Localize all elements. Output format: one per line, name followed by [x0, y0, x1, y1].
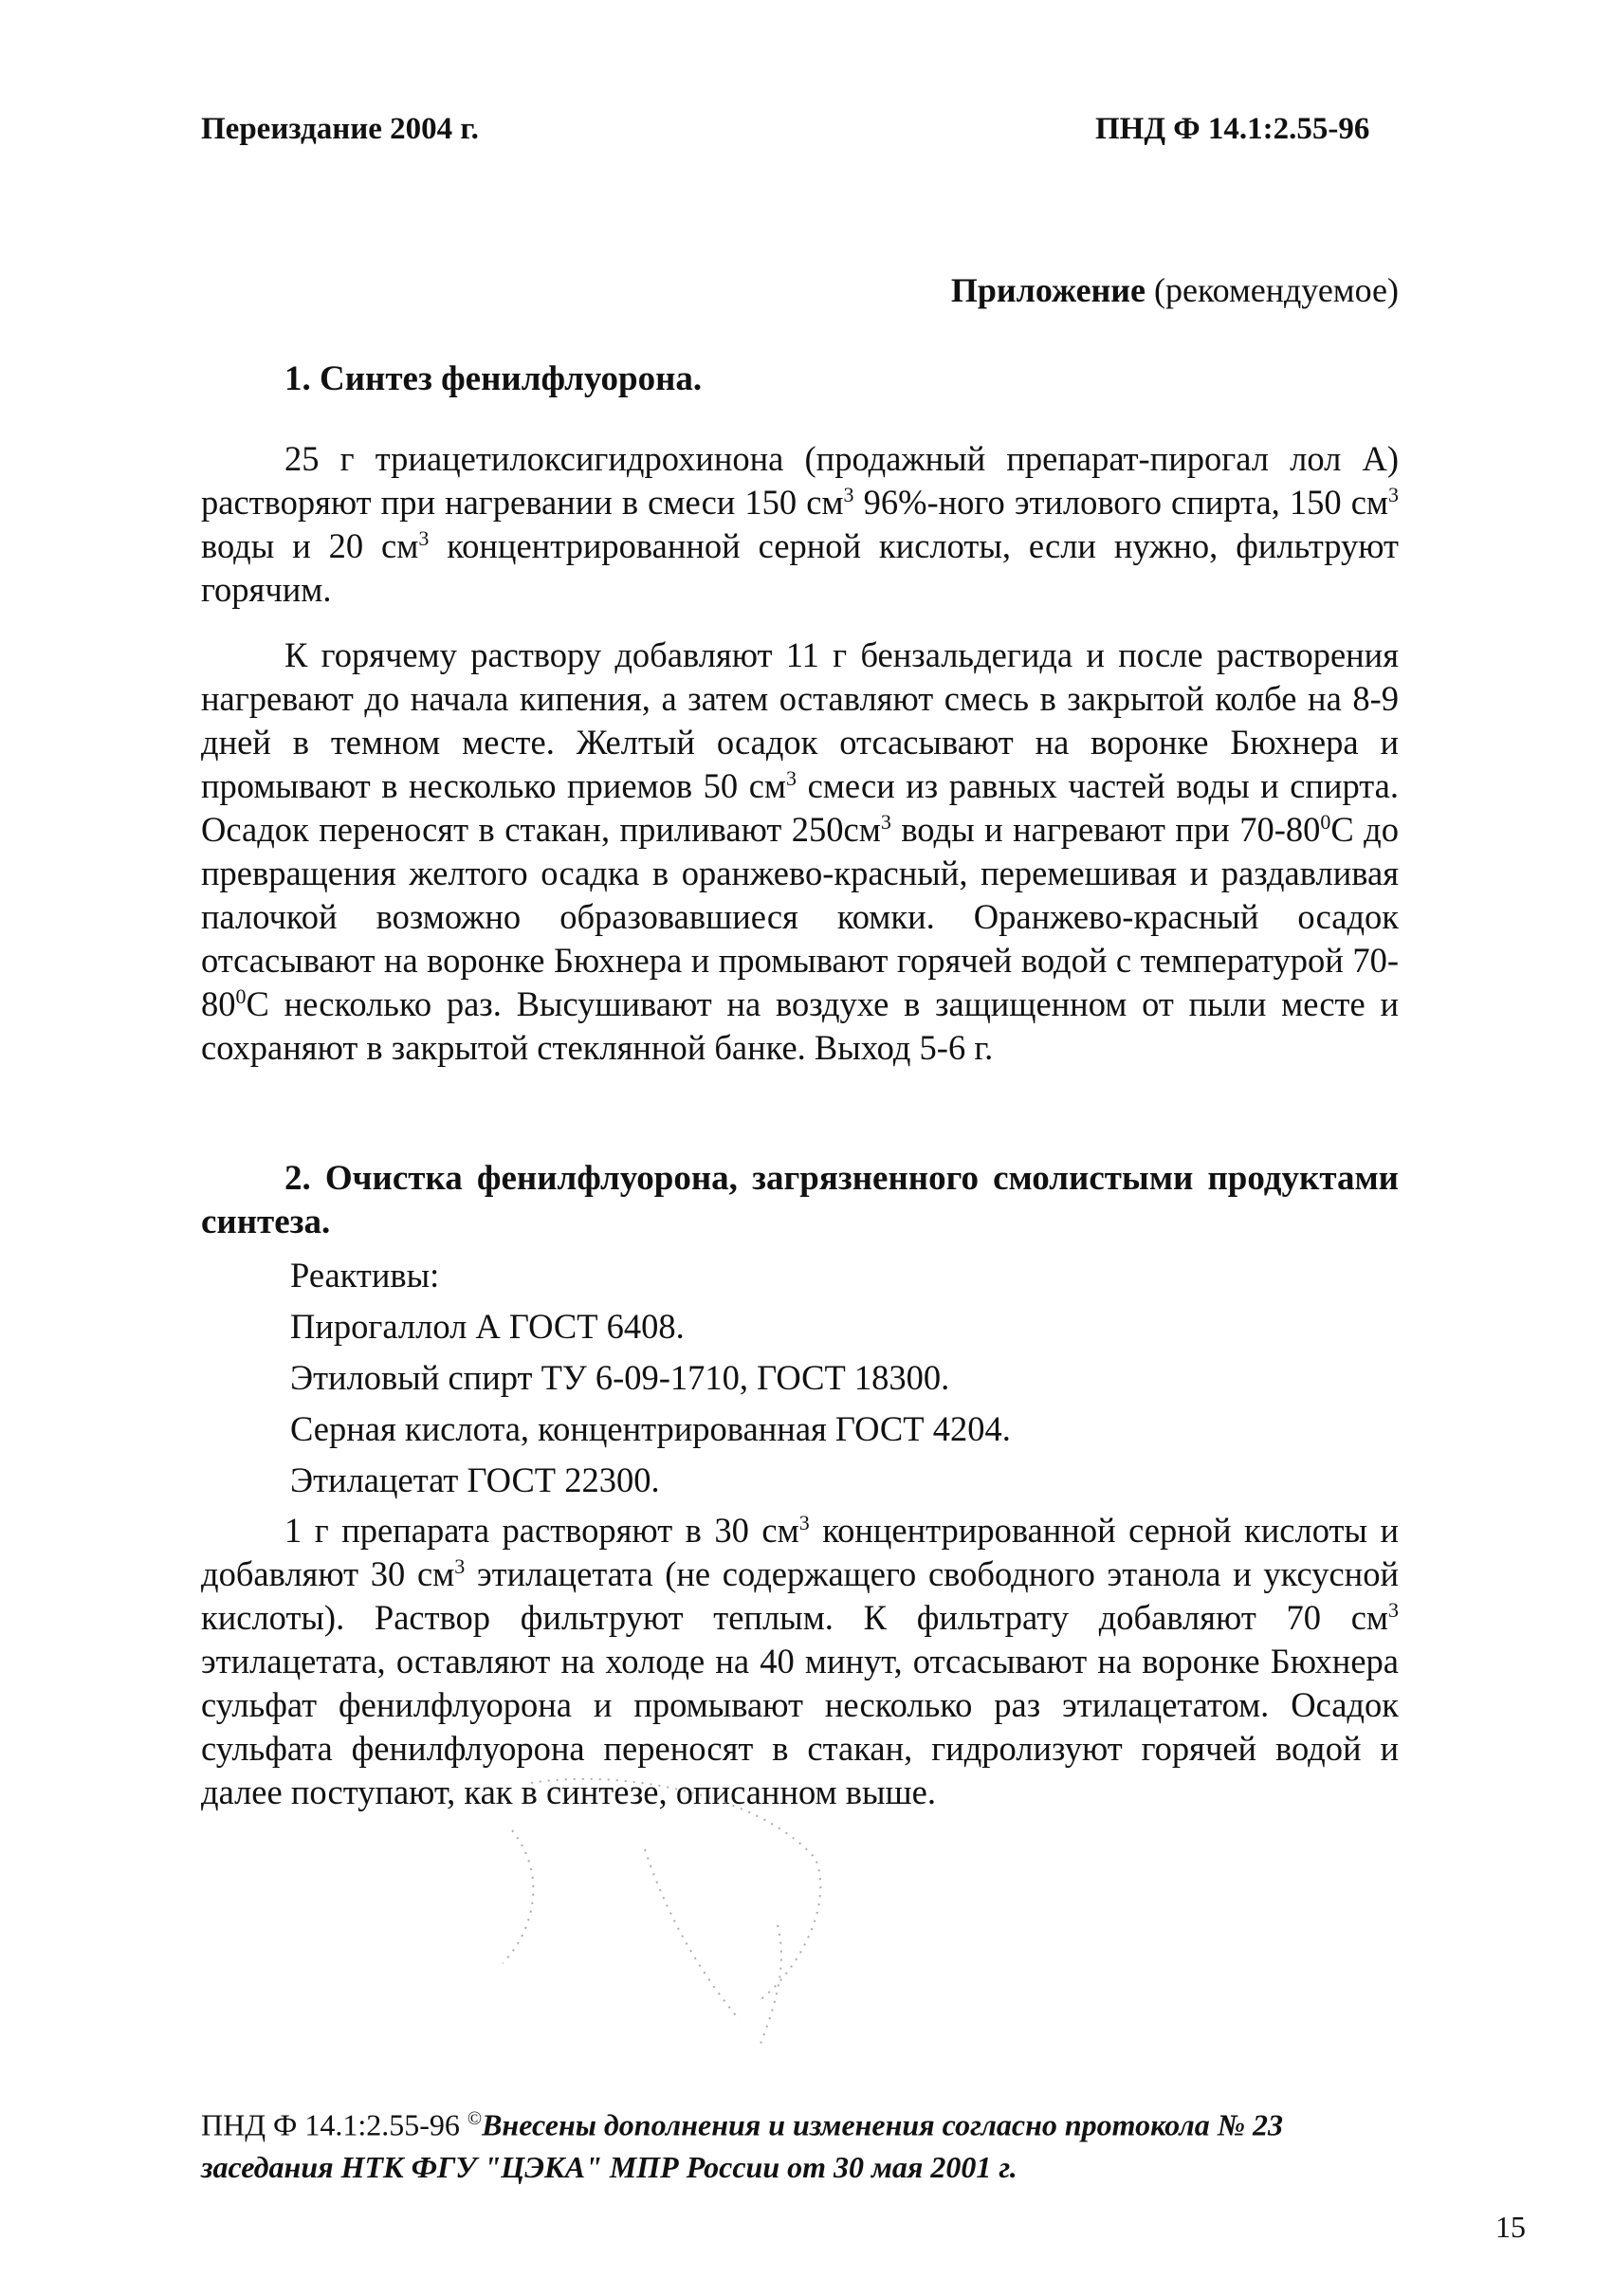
section1-title: 1. Синтез фенилфлуорона.	[284, 359, 703, 398]
footer-note: ПНД Ф 14.1:2.55-96 ©Внесены дополнения и изменения согласно протокола № 23 заседания НТК ФГУ "ЦЭКА" МПР России от 30 мая 2001 г.	[201, 2107, 1284, 2184]
reissue-header: Переиздание 2004 г.	[201, 112, 479, 146]
reagents-list	[290, 1250, 1011, 1506]
faded-stamp-mark	[474, 1773, 853, 2077]
appendix-note: (рекомендуемое)	[1154, 271, 1399, 309]
appendix-label	[951, 270, 1399, 310]
appendix-title: Приложение	[950, 271, 1146, 309]
page-number: 15	[1495, 2210, 1526, 2244]
reagent-item: Серная кислота, концентрированная ГОСТ 4204.	[290, 1409, 1011, 1448]
section2-title: 2. Очистка фенилфлуорона, загрязненного смолистыми продуктами синтеза.	[201, 1159, 1399, 1241]
section2-paragraph: 1 г препарата растворяют в 30 $см^3$ концентрированной серной кислоты и добавляют 30 $см^3$ этилацетата (не содержащего свободного этанола и уксусной кислоты). Раствор фильтруют теплым. К фильтрату добавляют 70 $см^3$ этилацетата, оставляют на холоде на 40 минут, отсасывают на воронке Бюхнера сульфат фенилфлуорона и промывают несколько раз этилацетатом. Осадок сульфата фенилфлуорона переносят в стакан, гидролизуют горячей водой и далее поступают, как в синтезе, описанном выше.	[201, 1510, 1399, 1811]
section1-paragraph-1: 25 г триацетилоксигидрохинона (продажный препарат-пирогал лол А) растворяют при нагревании в смеси 150 $см^3$ 96%-ного этилового спирта, 150 $см^3$ воды и 20 $см^3$ концентрированной серной кислоты, если нужно, фильтруют горячим.	[201, 439, 1400, 609]
document-code-header: ПНД Ф 14.1:2.55-96	[1095, 112, 1370, 146]
reagent-item: Этиловый спирт ТУ 6-09-1710, ГОСТ 18300.	[290, 1358, 950, 1397]
reagent-item: Этилацетат ГОСТ 22300.	[290, 1460, 660, 1499]
reagents-label: Реактивы:	[290, 1256, 440, 1295]
reagent-item: Пирогаллол А ГОСТ 6408.	[290, 1307, 685, 1346]
section1-paragraph-2: К горячему раствору добавляют 11 г бензальдегида и после растворения нагревают до начала кипения, а затем оставляют смесь в закрытой колбе на 8-9 дней в темном месте. Желтый осадок отсасывают на воронке Бюхнера и промывают в несколько приемов 50 $см^3$ смеси из равных частей воды и спирта. Осадок переносят в стакан, приливают $250см^3$ воды и нагревают при $70-80^0С$ до превращения желтого осадка в оранжево-красный, перемешивая и раздавливая палочкой возможно образовавшиеся комки. Оранжево-красный осадок отсасывают на воронке Бюхнера и промывают горячей водой с температурой $70-80^0С$ несколько раз. Высушивают на воздухе в защищенном от пыли месте и сохраняют в закрытой стеклянной банке. Выход 5-6 г.	[201, 635, 1400, 1067]
